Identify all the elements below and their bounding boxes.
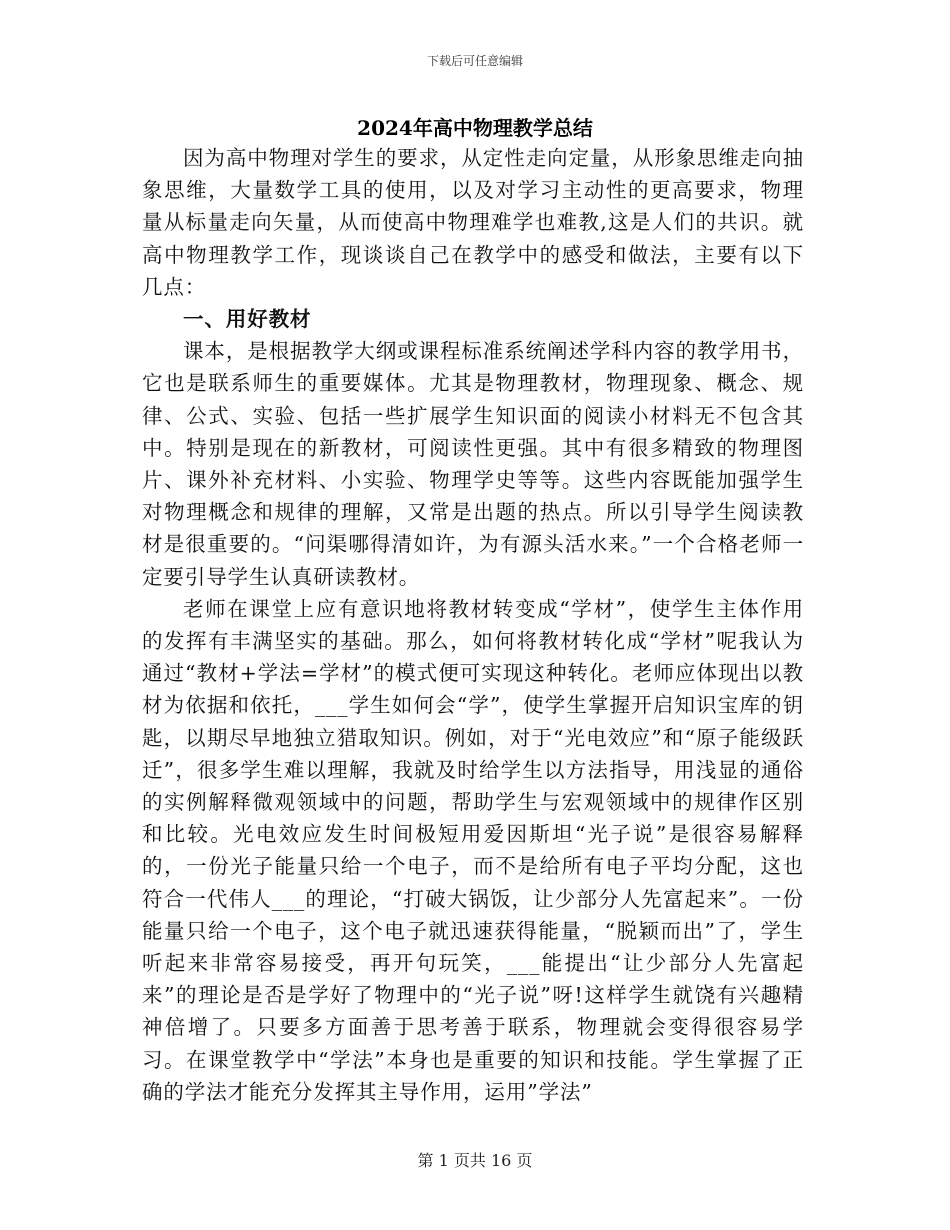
section-heading: 一、用好教材 [183,307,312,332]
document-body [142,142,804,1108]
page-number: 第 1 页共 16 页 [417,1151,533,1170]
page-header-note: 下载后可任意编辑 [426,54,523,68]
document-title: 2024年高中物理教学总结 [357,116,593,140]
section-paragraph: 课本，是根据教学大纲或课程标准系统阐述学科内容的教学用书，它也是联系师生的重要媒体。尤其是物理教材，物理现象、概念、规律、公式、实验、包括一些扩展学生知识面的阅读小材料无不包含其中。特别是现在的新教材，可阅读性更强。其中有很多精致的物理图片、课外补充材料、小实验、物理学史等等。这些内容既能加强学生对物理概念和规律的理解，又常是出题的热点。所以引导学生阅读教材是很重要的。“问渠哪得清如许，为有源头活水来。”一个合格老师一定要引导学生认真研读教材。 [142,339,804,589]
section-paragraph: 老师在课堂上应有意识地将教材转变成“学材”，使学生主体作用的发挥有丰满坚实的基础。那么，如何将教材转化成“学材”呢我认为通过“教材+学法=学材”的模式便可实现这种转化。老师应体现出以教材为依据和依托，___学生如何会“学”，使学生掌握开启知识宝库的钥匙，以期尽早地独立猎取知识。例如，对于“光电效应”和“原子能级跃迁”，很多学生难以理解，我就及时给学生以方法指导，用浅显的通俗的实例解释微观领域中的问题，帮助学生与宏观领域中的规律作区别和比较。光电效应发生时间极短用爱因斯坦“光子说”是很容易解释的，一份光子能量只给一个电子，而不是给所有电子平均分配，这也符合一代伟人___的理论，“打破大锅饭，让少部分人先富起来”。一份能量只给一个电子，这个电子就迅速获得能量，“脱颖而出”了，学生听起来非常容易接受，再开句玩笑，___能提出“让少部分人先富起来”的理论是否是学好了物理中的“光子说”呀!这样学生就饶有兴趣精神倍增了。只要多方面善于思考善于联系，物理就会变得很容易学习。在课堂教学中“学法”本身也是重要的知识和技能。学生掌握了正确的学法才能充分发挥其主导作用，运用”学法” [142,596,804,1104]
intro-paragraph: 因为高中物理对学生的要求，从定性走向定量，从形象思维走向抽象思维，大量数学工具的使用，以及对学习主动性的更高要求，物理量从标量走向矢量，从而使高中物理难学也难教,这是人们的共识。就高中物理教学工作，现谈谈自己在教学中的感受和做法，主要有以下几点： [142,146,804,299]
